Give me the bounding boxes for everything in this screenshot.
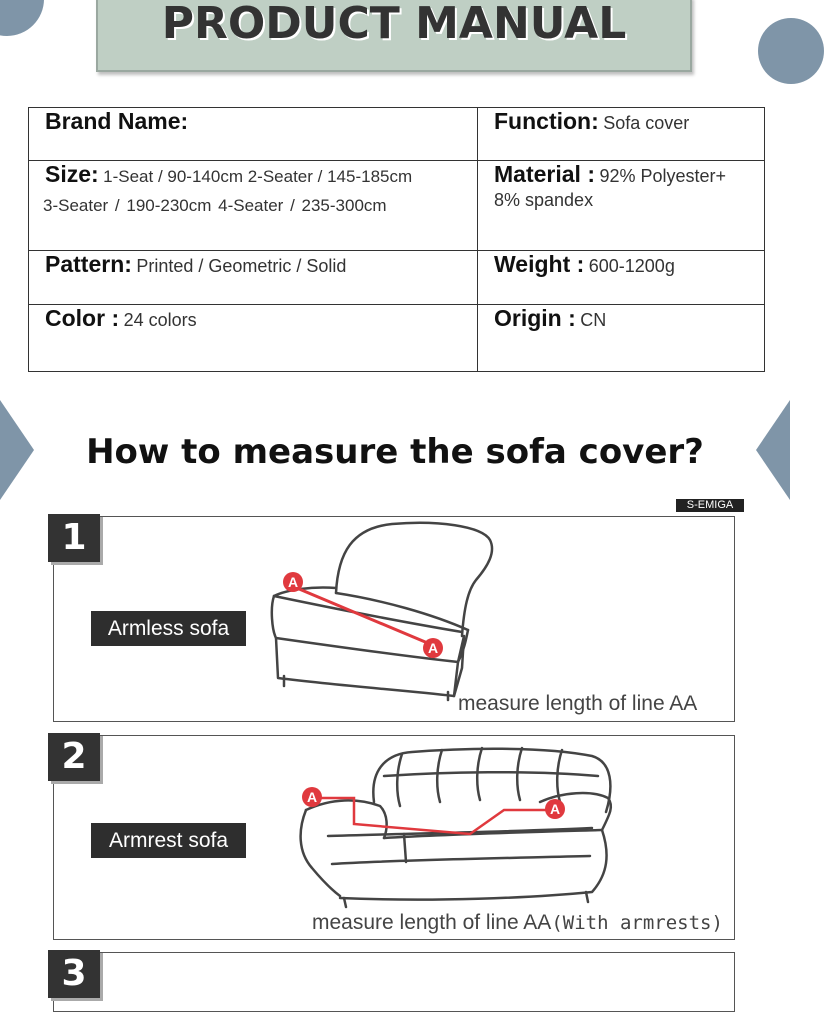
material-value-line2: 8% spandex [494, 190, 594, 210]
section-heading: How to measure the sofa cover? [86, 432, 704, 472]
sofa-type-label: Armless sofa [91, 611, 246, 646]
material-cell [478, 161, 765, 251]
svg-text:A: A [549, 801, 561, 817]
marker-a [302, 787, 322, 807]
pattern-cell [29, 251, 478, 305]
pattern-value: Printed / Geometric / Solid [136, 256, 347, 276]
material-value: 92% Polyester+ [599, 166, 727, 186]
svg-text:A: A [287, 574, 299, 590]
color-cell [29, 305, 478, 372]
origin-label: Origin : [494, 305, 576, 331]
step-number: 2 [48, 733, 100, 781]
page-title: PRODUCT MANUAL [161, 0, 627, 49]
size-values-line2: 3-Seater / 190-230cm 4-Seater / 235-300cm [43, 196, 387, 215]
weight-cell [478, 251, 765, 305]
table-row [29, 251, 765, 305]
pattern-label: Pattern: [45, 251, 132, 277]
size-label: Size: [45, 161, 99, 187]
brand-cell [29, 108, 478, 161]
measure-caption-text: measure length of line AA [312, 911, 552, 934]
color-value: 24 colors [123, 310, 197, 330]
decorative-circle [0, 0, 44, 36]
step-card [53, 952, 735, 1012]
marker-a [545, 799, 565, 819]
weight-value: 600-1200g [588, 256, 675, 276]
table-row [29, 161, 765, 251]
weight-label: Weight : [494, 251, 585, 277]
color-label: Color : [45, 305, 120, 331]
origin-cell [478, 305, 765, 372]
material-label: Material : [494, 161, 595, 187]
measure-caption-extra: (With armrests) [551, 912, 723, 934]
measure-caption [312, 911, 723, 935]
origin-value: CN [580, 310, 607, 330]
armless-sofa-illustration [262, 518, 502, 693]
marker-a [283, 572, 303, 592]
brand-tag: S-EMIGA [676, 499, 744, 512]
step-number: 3 [48, 950, 100, 998]
function-label: Function: [494, 108, 599, 134]
armrest-sofa-illustration [292, 742, 622, 907]
decorative-circle [758, 18, 824, 84]
size-values-line1: 1-Seat / 90-140cm 2-Seater / 145-185cm [103, 167, 413, 186]
svg-text:A: A [427, 640, 439, 656]
table-row [29, 305, 765, 372]
table-row [29, 108, 765, 161]
brand-label: Brand Name: [45, 108, 189, 134]
function-value: Sofa cover [603, 113, 690, 133]
step-number: 1 [48, 514, 100, 562]
function-cell [478, 108, 765, 161]
svg-text:A: A [306, 789, 318, 805]
sofa-type-label: Armrest sofa [91, 823, 246, 858]
title-banner [96, 0, 692, 72]
marker-a [423, 638, 443, 658]
measure-caption: measure length of line AA [458, 692, 698, 715]
spec-table [28, 107, 765, 372]
size-cell [29, 161, 478, 251]
